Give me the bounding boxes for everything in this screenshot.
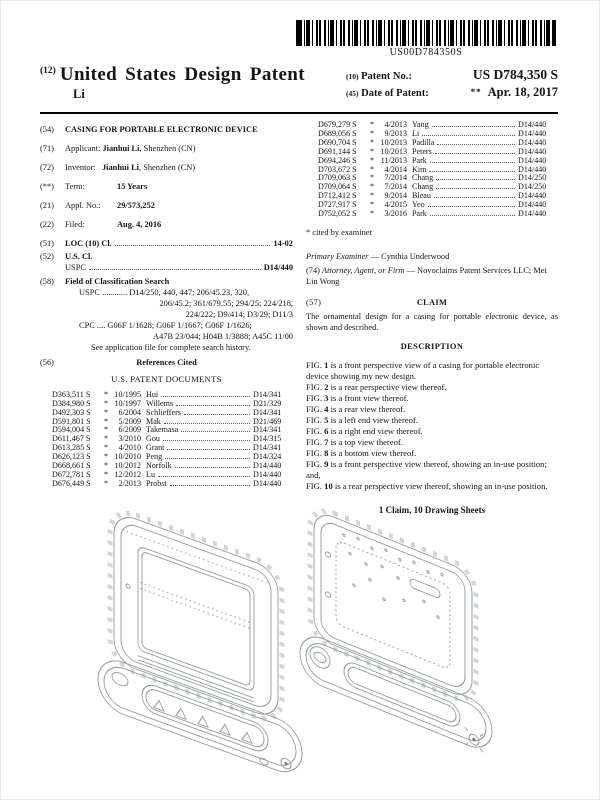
- dot-leader: [165, 458, 250, 459]
- ref-star: *: [369, 146, 375, 156]
- term-section: (**) Term: 15 Years: [40, 181, 148, 191]
- ref-patent-number: D591,801 S: [52, 416, 91, 426]
- references-cited-heading: (56) References Cited: [40, 357, 197, 367]
- ref-inventor-name: Yeo: [412, 200, 425, 210]
- ref-inventor-name: Kim: [412, 164, 427, 174]
- inid-code-57: (57): [306, 297, 322, 307]
- application-number: 29/573,252: [117, 200, 155, 210]
- ref-date: 10/2010: [114, 452, 141, 462]
- ref-star: *: [103, 478, 109, 488]
- ref-star: *: [369, 164, 375, 174]
- inid-code-72: (72): [40, 162, 54, 172]
- dot-leader: [428, 206, 515, 207]
- invention-title: CASING FOR PORTABLE ELECTRONIC DEVICE: [65, 125, 258, 134]
- header-right: [346, 67, 558, 102]
- primary-examiner-line: Primary Examiner — Cynthia Underwood: [306, 251, 450, 261]
- ref-date: 4/2013: [384, 120, 407, 129]
- dot-leader: [167, 449, 250, 450]
- uspc-class-value: D14/440: [263, 263, 293, 273]
- inid-code-58: (58): [40, 277, 54, 287]
- ref-date: 10/1997: [114, 398, 141, 408]
- figure-front-perspective-drawing: [90, 503, 302, 791]
- dot-leader: [170, 485, 250, 486]
- us-patent-documents-table-left: [40, 391, 293, 489]
- date-label: Date of Patent:: [361, 88, 429, 99]
- ref-inventor-name: Chang: [412, 173, 434, 183]
- left-column: [40, 125, 293, 489]
- ref-patent-number: D492,303 S: [52, 407, 91, 417]
- inventor-name: Jianhui Li: [101, 162, 139, 172]
- figure-description-line: FIG. 10 is a rear perspective view thereof, showing an in-use position.: [306, 481, 548, 492]
- claim-text: The ornamental design for a casing for portable electronic device, as shown and described.: [306, 311, 558, 332]
- inventor-surname: Li: [73, 87, 85, 101]
- reference-row: [306, 210, 558, 219]
- ref-classification: D14/440: [518, 164, 547, 174]
- attorney-name: Novoclaims Patent Services LLC; Mei Lin Wong: [306, 265, 547, 286]
- barcode: [296, 20, 556, 58]
- dot-leader: [184, 414, 250, 415]
- inid-code-45: (45): [346, 89, 359, 98]
- examiner-name: Cynthia Underwood: [381, 251, 450, 261]
- ref-inventor-name: Peng: [146, 452, 163, 462]
- inid-code-22: (22): [40, 219, 54, 229]
- figure-description-line: FIG. 6 is a right end view thereof.: [306, 426, 423, 437]
- dot-leader: [429, 171, 515, 172]
- ref-inventor-name: Park: [412, 155, 427, 165]
- description-heading: DESCRIPTION: [400, 342, 464, 352]
- ref-date: 12/2012: [114, 470, 141, 479]
- ref-classification: D14/341: [253, 443, 282, 453]
- inid-code-54: (54): [40, 125, 54, 134]
- ref-classification: D14/440: [518, 155, 547, 165]
- inid-code-10: (10): [346, 72, 359, 81]
- ref-inventor-name: Gou: [146, 434, 160, 444]
- invention-title-section: [40, 125, 293, 136]
- ref-inventor-name: Lu: [146, 470, 155, 479]
- ref-classification: D14/440: [253, 461, 282, 471]
- patent-number: US D784,350 S: [472, 67, 558, 82]
- ref-date: 2/2013: [118, 478, 141, 488]
- ref-classification: D14/440: [518, 146, 547, 156]
- dot-leader: [163, 440, 250, 441]
- dot-leader: [175, 467, 250, 468]
- ref-classification: D14/440: [518, 200, 547, 210]
- ref-classification: D21/329: [253, 398, 282, 408]
- inid-code-52: (52): [40, 252, 54, 262]
- ref-classification: D14/250: [518, 182, 547, 192]
- right-column: [306, 121, 558, 517]
- ref-date: 9/2014: [384, 191, 407, 201]
- ref-patent-number: D384,980 S: [52, 398, 91, 408]
- ref-classification: D14/315: [253, 434, 282, 444]
- loc-class-value: 14-02: [273, 238, 293, 248]
- claims-sheets-note: 1 Claim, 10 Drawing Sheets: [378, 505, 486, 516]
- drawing-sheet: [0, 498, 600, 800]
- figure-description-line: FIG. 7 is a top view thereof.: [306, 437, 403, 448]
- applicant-section: (71) Applicant: Jianhui Li, Shenzhen (CN): [40, 143, 196, 153]
- ref-classification: D14/440: [253, 478, 282, 488]
- ref-star: *: [369, 173, 375, 183]
- ref-star: *: [103, 398, 109, 408]
- ref-patent-number: D727,917 S: [318, 200, 357, 210]
- ref-inventor-name: Norfolk: [146, 461, 172, 471]
- dot-leader: [434, 197, 515, 198]
- inid-code-term: (**): [40, 181, 54, 191]
- double-asterisk: **: [470, 87, 482, 97]
- ref-inventor-name: Yang: [412, 120, 429, 129]
- ref-star: *: [103, 407, 109, 417]
- dot-leader: [435, 153, 515, 154]
- ref-star: *: [369, 182, 375, 192]
- ref-star: *: [369, 120, 375, 129]
- claim-heading: (57) CLAIM: [306, 297, 448, 307]
- ref-patent-number: D668,661 S: [52, 461, 91, 471]
- ref-classification: D14/440: [253, 470, 282, 479]
- ref-star: *: [103, 452, 109, 462]
- ref-patent-number: D752,052 S: [318, 209, 357, 219]
- term-value: 15 Years: [117, 181, 148, 191]
- dot-leader: [164, 423, 250, 424]
- ref-star: *: [103, 470, 109, 479]
- inventor-section: (72) Inventor: Jianhui Li, Shenzhen (CN): [40, 162, 196, 172]
- ref-date: 11/2013: [380, 155, 407, 165]
- ref-star: *: [103, 443, 109, 453]
- ref-patent-number: D694,246 S: [318, 155, 357, 165]
- ref-star: *: [369, 155, 375, 165]
- ref-classification: D14/440: [518, 120, 547, 129]
- header-left: [40, 64, 305, 102]
- figure-description-line: FIG. 9 is a front perspective view thereof, showing an in-use position; and,: [306, 459, 547, 481]
- page-title: United States Design Patent: [59, 64, 305, 85]
- figure-description-line: FIG. 3 is a front view thereof.: [306, 393, 409, 404]
- ref-date: 7/2014: [384, 182, 407, 192]
- inid-code-21: (21): [40, 200, 54, 210]
- inid-code-56: (56): [40, 357, 54, 367]
- filed-section: (22) Filed: Aug. 4, 2016: [40, 219, 162, 229]
- ref-patent-number: D672,781 S: [52, 470, 91, 479]
- ref-inventor-name: Peters: [412, 146, 432, 156]
- ref-star: *: [369, 191, 375, 201]
- ref-star: *: [103, 416, 109, 426]
- dot-leader: [115, 245, 271, 246]
- ref-inventor-name: Probst: [146, 478, 167, 488]
- ref-patent-number: D613,285 S: [52, 443, 91, 453]
- applicant-name: Jianhui Li: [102, 143, 140, 153]
- ref-star: *: [103, 461, 109, 471]
- us-class-section: (52) U.S. Cl. USPC D14/440: [40, 252, 293, 273]
- ref-star: *: [103, 434, 109, 444]
- figure-rear-perspective-drawing: [296, 503, 496, 755]
- page-header: [40, 64, 558, 110]
- dot-leader: [422, 135, 515, 136]
- ref-date: 6/2009: [118, 425, 141, 435]
- dot-leader: [430, 162, 515, 163]
- ref-patent-number: D703,672 S: [318, 164, 357, 174]
- ref-date: 5/2009: [118, 416, 141, 426]
- us-patent-documents-heading: U.S. PATENT DOCUMENTS: [111, 373, 222, 384]
- loc-class-section: (51) LOC (10) Cl. 14-02: [40, 238, 293, 248]
- filing-date: Aug. 4, 2016: [117, 219, 162, 229]
- ref-inventor-name: Takemasa: [146, 425, 179, 435]
- ref-patent-number: D676,449 S: [52, 478, 91, 488]
- ref-patent-number: D712,412 S: [318, 191, 357, 201]
- dot-leader: [432, 126, 515, 127]
- figure-descriptions: [306, 360, 558, 492]
- ref-patent-number: D709,064 S: [318, 182, 357, 192]
- ref-patent-number: D691,144 S: [318, 146, 357, 156]
- ref-star: *: [369, 209, 375, 219]
- ref-classification: D14/440: [518, 128, 547, 138]
- attorney-line: (74) Attorney, Agent, or Firm — Novoclaims Patent Services LLC; Mei Lin Wong: [306, 265, 547, 286]
- ref-classification: D14/324: [253, 452, 282, 462]
- field-of-search-section: (58) Field of Classification Search USPC ............ D14/250, 440, 447; 206/45.23, 320, 206/45.2; 361/679.55; 294/25; 224/218, 224/222; D9/414; D3/29; D11/3 CPC .... G06F 1/1628; G06F 1/1667; G06F 1/1626; A47B 23/044; H04B 1/3888; A45C 11/00 See application file for complete search history.: [40, 277, 293, 352]
- ref-classification: D21/469: [253, 416, 282, 426]
- dot-leader: [437, 144, 515, 145]
- figure-description-line: FIG. 8 is a bottom view thereof.: [306, 448, 417, 459]
- ref-patent-number: D594,004 S: [52, 425, 91, 435]
- ref-date: 4/2010: [118, 443, 141, 453]
- dot-leader: [161, 396, 250, 397]
- ref-inventor-name: Chang: [412, 182, 434, 192]
- ref-inventor-name: Mak: [146, 416, 161, 426]
- ref-star: *: [103, 389, 109, 399]
- barcode-number: US00D784350S: [389, 47, 463, 58]
- ref-date: 10/1995: [114, 389, 141, 399]
- ref-date: 9/2013: [384, 128, 407, 138]
- barcode-bars-image: [296, 20, 556, 46]
- dot-leader: [89, 269, 261, 270]
- ref-date: 7/2014: [384, 173, 407, 183]
- ref-patent-number: D679,279 S: [318, 120, 357, 129]
- ref-patent-number: D689,056 S: [318, 128, 357, 138]
- ref-star: *: [369, 128, 375, 138]
- figure-description-line: FIG. 5 is a left end view thereof.: [306, 415, 418, 426]
- back-vent-holes: [343, 531, 443, 624]
- figure-description-line: FIG. 1 is a front perspective view of a casing for portable electronic device showing my new design.: [306, 360, 540, 382]
- ref-date: 10/2013: [380, 146, 407, 156]
- ref-inventor-name: Grant: [146, 443, 165, 453]
- ref-date: 6/2004: [118, 407, 141, 417]
- ref-inventor-name: Padilla: [412, 137, 435, 147]
- ref-classification: D14/341: [253, 407, 282, 417]
- ref-star: *: [369, 200, 375, 210]
- inid-code-51: (51): [40, 238, 54, 248]
- figure-description-line: FIG. 4 is a rear view thereof.: [306, 404, 406, 415]
- dot-leader: [436, 188, 515, 189]
- inid-code-71: (71): [40, 143, 54, 153]
- application-number-section: (21) Appl. No.: 29/573,252: [40, 200, 155, 210]
- ref-date: 3/2016: [384, 209, 407, 219]
- dot-leader: [176, 405, 250, 406]
- ref-date: 4/2015: [384, 200, 407, 210]
- ref-date: 10/2012: [114, 461, 141, 471]
- ref-inventor-name: Willems: [146, 398, 174, 408]
- ref-inventor-name: Park: [412, 209, 427, 219]
- patent-no-label: Patent No.:: [361, 71, 412, 82]
- dot-leader: [181, 431, 250, 432]
- ref-classification: D14/341: [253, 389, 282, 399]
- ref-patent-number: D709,063 S: [318, 173, 357, 183]
- ref-patent-number: D626,123 S: [52, 452, 91, 462]
- cited-by-examiner-note: * cited by examiner: [306, 227, 373, 237]
- inid-code-74: (74): [306, 265, 320, 275]
- ref-inventor-name: Hui: [146, 389, 159, 399]
- ref-classification: D14/440: [518, 191, 547, 201]
- ref-date: 4/2014: [384, 164, 407, 174]
- ref-classification: D14/250: [518, 173, 547, 183]
- ref-star: *: [103, 425, 109, 435]
- ref-patent-number: D690,704 S: [318, 137, 357, 147]
- ref-patent-number: D611,467 S: [52, 434, 91, 444]
- ref-inventor-name: Schlieffers: [146, 407, 181, 417]
- us-patent-documents-table-right: [306, 121, 558, 219]
- dot-leader: [158, 476, 250, 477]
- reference-row: [40, 480, 293, 489]
- ref-date: 3/2010: [118, 434, 141, 444]
- figure-description-line: FIG. 2 is a rear perspective view thereof.: [306, 382, 447, 393]
- ref-date: 10/2013: [380, 137, 407, 147]
- dot-leader: [430, 215, 515, 216]
- ref-classification: D14/440: [518, 137, 547, 147]
- patent-date: Apr. 18, 2017: [487, 85, 558, 99]
- ref-patent-number: D363,511 S: [52, 389, 91, 399]
- ref-star: *: [369, 137, 375, 147]
- ref-inventor-name: Li: [412, 128, 420, 138]
- ref-inventor-name: Bleau: [412, 191, 431, 201]
- header-divider: [40, 112, 558, 114]
- ref-classification: D14/440: [518, 209, 547, 219]
- ref-classification: D14/341: [253, 425, 282, 435]
- inid-code-12: (12): [40, 66, 56, 76]
- dot-leader: [436, 179, 515, 180]
